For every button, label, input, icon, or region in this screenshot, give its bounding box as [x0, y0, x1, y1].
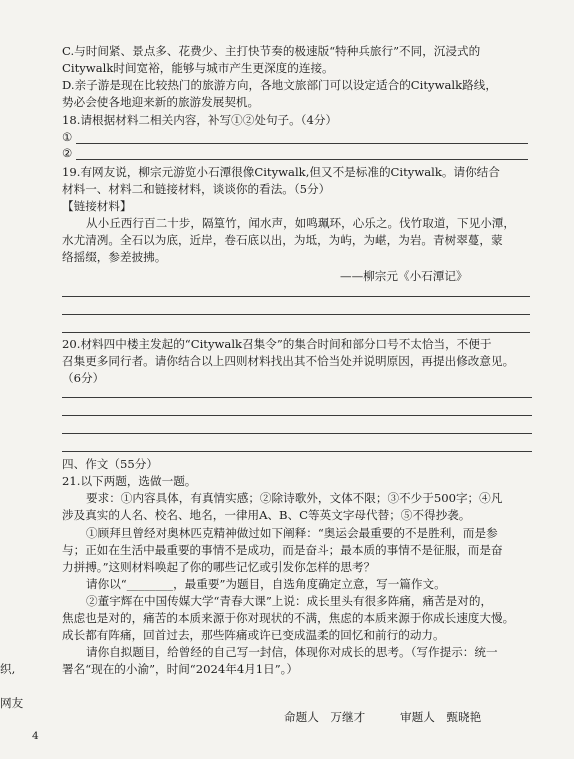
topic2-line5: 署名“现在的小渝”，时间“2024年4月1日”。）	[62, 662, 299, 676]
answer-line-1	[76, 143, 528, 144]
topic2-line2: 焦虑也是对的，痛苦的本质来源于你对现状的不满，焦虑的本质来源于你成长速度大慢。	[62, 611, 515, 625]
option-c-line1: C.与时间紧、景点多、花费少、主打快节奏的极速版“特种兵旅行”不同，沉浸式的	[62, 44, 481, 58]
question-20-line1: 20.材料四中楼主发起的“Citywalk召集令”的集合时间和部分口号不太恰当，不便于	[62, 337, 492, 351]
answer-line-19-2	[62, 314, 530, 315]
answer-line-20-4	[62, 451, 532, 452]
passage-source: ——柳宗元《小石潭记》	[340, 269, 468, 283]
topic1-line1: ①顾拜旦曾经对奥林匹克精神做过如下阐释：“奥运会最重要的不是胜利，而是参	[86, 526, 498, 540]
question-20-line3: （6分）	[62, 371, 105, 385]
option-d-line1: D.亲子游是现在比较热门的旅游方向，各地文旅部门可以设定适合的Citywalk路线，	[62, 78, 497, 92]
page-number: 4	[32, 730, 39, 742]
question-19-line2: 材料一、材料二和链接材料，谈谈你的看法。（5分）	[62, 182, 331, 196]
topic1-line3: 力拼搏。”这则材料唤起了你的哪些记忆或引发你怎样的思考？	[62, 560, 376, 574]
section-4-heading: 四、作文（55分）	[62, 457, 158, 471]
answer-line-19-3	[62, 332, 530, 333]
answer-line-20-3	[62, 433, 532, 434]
answer-line-19-1	[62, 296, 530, 297]
requirements-line1: 要求：①内容具体，有真情实感；②除诗歌外，文体不限；③不少于500字；④凡	[86, 491, 503, 505]
answer-line-20-1	[62, 397, 532, 398]
topic2-line4: 请你自拟题目，给曾经的自己写一封信，体现你对成长的思考。（写作提示：统一	[86, 645, 498, 659]
answer-1-marker: ①	[62, 130, 73, 144]
question-19-line1: 19.有网友说，柳宗元游览小石潭很像Citywalk,但又不是标准的Citywalk。请你结合	[62, 165, 500, 179]
passage-line1: 从小丘西行百二十步，隔篁竹，闻水声，如鸣珮环，心乐之。伐竹取道，下见小潭，	[86, 216, 515, 230]
link-material-heading: 【链接材料】	[62, 199, 132, 213]
answer-2-marker: ②	[62, 146, 73, 160]
footer-reviewer: 审题人 甄晓艳	[400, 710, 482, 724]
answer-line-2	[76, 159, 528, 160]
option-c-line2: Citywalk时间宽裕，能够与城市产生更深度的连接。	[62, 61, 334, 75]
passage-line2: 水尤清冽。全石以为底，近岸，卷石底以出，为坻，为屿，为嵁，为岩。青树翠蔓，蒙	[62, 233, 503, 247]
option-d-line2: 势必会使各地迎来新的旅游发展契机。	[62, 95, 260, 109]
footer-author: 命题人 万继才	[284, 710, 366, 724]
question-21: 21.以下两题，选做一题。	[62, 474, 197, 488]
requirements-line2: 涉及真实的人名、校名、地名，一律用A、B、C等英文字母代替；⑤不得抄袭。	[62, 508, 471, 522]
question-18: 18.请根据材料二相关内容，补写①②处句子。（4分）	[62, 113, 338, 127]
answer-line-20-2	[62, 415, 532, 416]
topic2-line3: 成长都有阵痛，回首过去，那些阵痛或许已变成温柔的回忆和前行的动力。	[62, 628, 445, 642]
topic1-line4: 请你以“________，最重要”为题目，自选角度确定立意，写一篇作文。	[86, 577, 446, 591]
left-edge-fragment-1: 织,	[0, 662, 16, 676]
passage-line3: 络摇缀，参差披拂。	[62, 250, 167, 264]
left-edge-fragment-2: 网友	[0, 696, 24, 710]
topic1-line2: 与；正如在生活中最重要的事情不是成功，而是奋斗；最本质的事情不是征服，而是奋	[62, 543, 503, 557]
question-20-line2: 召集更多同行者。请你结合以上四则材料找出其不恰当处并说明原因，再提出修改意见。	[62, 354, 515, 368]
topic2-line1: ②董宇辉在中国传媒大学“青春大课”上说：成长里头有很多阵痛，痛苦是对的，	[86, 594, 493, 608]
